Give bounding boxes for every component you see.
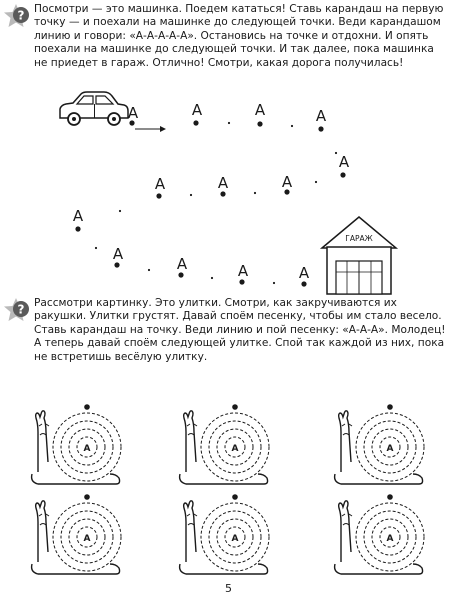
garage-icon	[322, 217, 396, 294]
route-letters	[73, 101, 350, 282]
route-small-dots	[95, 122, 337, 284]
snail	[172, 402, 272, 492]
route-letter: А	[127, 104, 139, 122]
start-dot	[84, 494, 90, 500]
task-icon	[2, 296, 32, 326]
arrow-icon	[135, 126, 166, 132]
start-dot	[232, 494, 238, 500]
task2-instructions: Рассмотри картинку. Это улитки. Смотри, как закручиваются их ракушки. Улитки грустят. Давай споём песенку, чтобы им стало весело. Ставь карандаш на точку. Веди линию и пой песенку: «А-А-А». Молодец! А теперь давай споём следующей улитке. Спой так каждой из них, пока не встретишь весёлую улитку.	[34, 297, 446, 363]
svg-text:?: ?	[17, 8, 25, 23]
route-letter: А	[298, 264, 310, 282]
car-icon	[60, 92, 128, 125]
route-letter: А	[281, 173, 293, 191]
snail	[327, 402, 427, 492]
page-number: 5	[225, 582, 232, 595]
svg-text:?: ?	[17, 302, 25, 317]
start-dot	[232, 404, 238, 410]
route-letter: А	[191, 101, 203, 119]
snail	[327, 492, 427, 582]
snail	[24, 492, 124, 582]
route-letter: А	[254, 101, 266, 119]
start-dot	[387, 404, 393, 410]
route-letter: А	[315, 107, 327, 125]
start-dot	[84, 404, 90, 410]
route-letter: А	[72, 207, 84, 225]
route-letter: А	[176, 255, 188, 273]
garage-label: ГАРАЖ	[345, 234, 373, 243]
snail	[24, 402, 124, 492]
route-letter: А	[237, 262, 249, 280]
snail-letter: А	[83, 534, 91, 544]
snail	[172, 492, 272, 582]
snail-letter: А	[83, 444, 91, 454]
route-letter: А	[112, 245, 124, 263]
task1-instructions: Посмотри — это машинка. Поедем кататься! Ставь карандаш на первую точку — и поехали на машинке до следующей точки. Веди карандашом линию и говори: «А-А-А-А-А». Остановись на точке и отдохни. И опять поехали на машинке до следующей точки. И так далее, пока машинка не приедет в гараж. Отлично! Смотри, какая дорога получилась!	[34, 3, 444, 69]
start-dot	[387, 494, 393, 500]
snail-letter: А	[386, 534, 394, 544]
route-letter: А	[154, 175, 166, 193]
snail-letter: А	[231, 534, 239, 544]
route-letter: А	[217, 174, 229, 192]
snail-letter: А	[386, 444, 394, 454]
route-letter: А	[338, 153, 350, 171]
snail-letter: А	[231, 444, 239, 454]
